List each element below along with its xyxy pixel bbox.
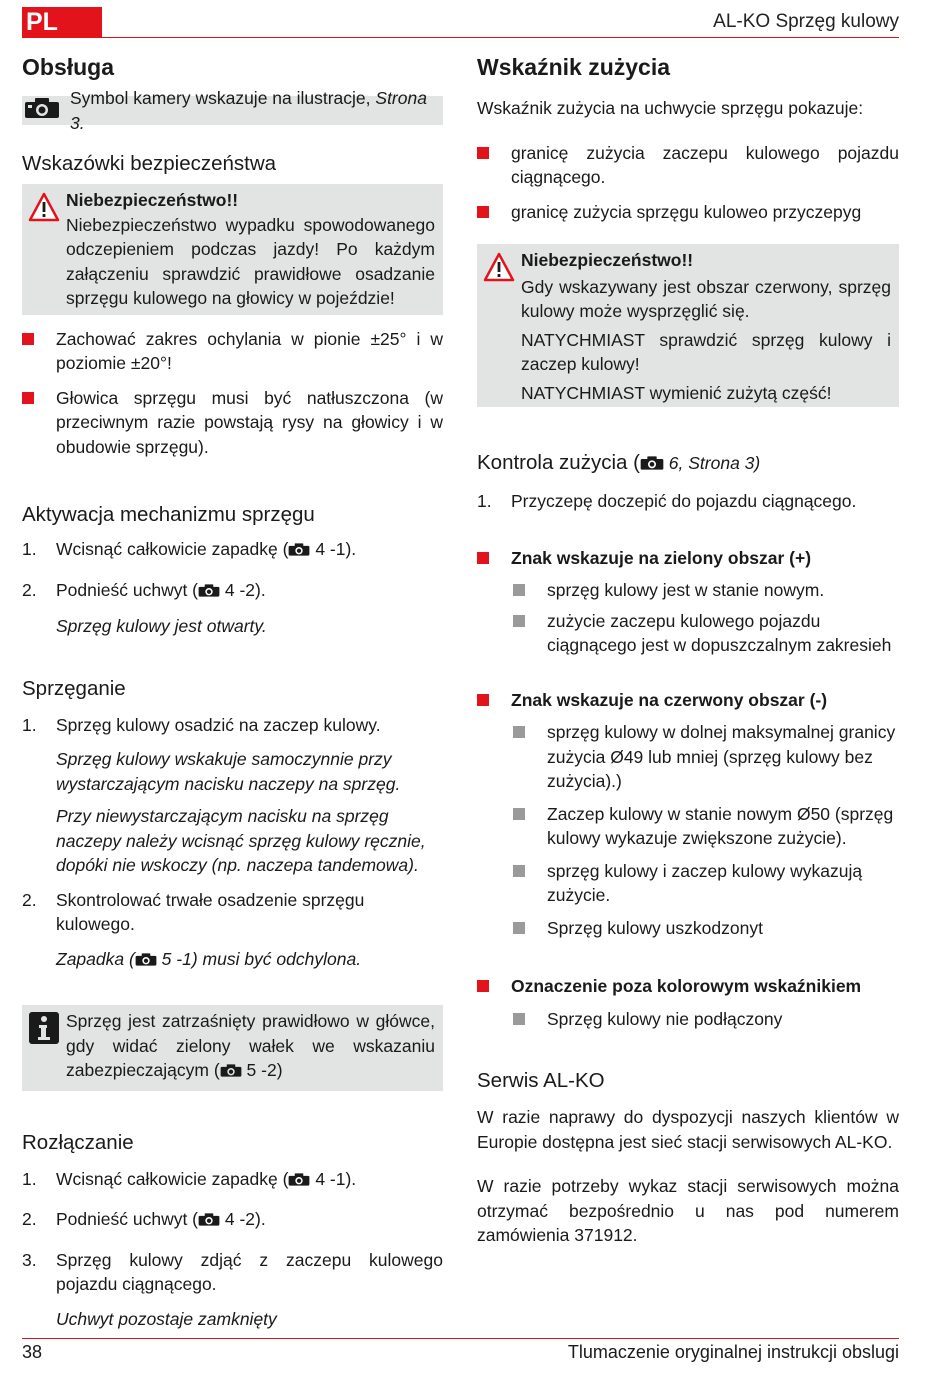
danger-line: NATYCHMIAST sprawdzić sprzęg kulowy i zaczep kulowy!	[521, 329, 891, 374]
step-note: Zapadka ( 5 -1) musi być odchylona.	[22, 947, 443, 974]
list-item: granicę zużycia zaczepu kulowego pojazdu ciągnącego.	[477, 141, 899, 190]
step-result: Uchwyt pozostaje zamknięty	[56, 1308, 277, 1329]
step: 2. Podnieść uchwyt ( 4 -2).	[22, 578, 443, 605]
document-title: AL-KO Sprzęg kulowy	[713, 11, 899, 32]
warning-triangle-icon	[22, 188, 66, 311]
step-result: Sprzęg kulowy jest otwarty.	[56, 616, 267, 636]
step: 1. Wcisnąć całkowicie zapadkę ( 4 -1).	[22, 1167, 443, 1194]
footer-text: Tlumaczenie oryginalnej instrukcji obslugi	[567, 1342, 899, 1362]
step: 2. Skontrolować trwałe osadzenie sprzęgu kulowego.	[22, 889, 365, 934]
sub-bullet-square	[513, 865, 525, 877]
list-item: Sprzęg kulowy uszkodzonyt	[513, 916, 899, 941]
step: 2. Podnieść uchwyt ( 4 -2).	[22, 1207, 443, 1234]
info-text: Sprzęg jest zatrzaśnięty prawidłowo w główce, gdy widać zielony wałek we wskazaniu zabezpieczającym (	[66, 1011, 435, 1080]
list-item: Głowica sprzęgu musi być natłuszczona (w przeciwnym razie powstają rysy na głowicy i w obudowie sprzęgu).	[22, 386, 443, 460]
list-item: Zaczep kulowy w stanie nowym Ø50 (sprzęg kulowy wykazuje zwiększone zużycie).	[513, 802, 899, 851]
service-text: W razie potrzeby wykaz stacji serwisowych można otrzymać bezpośrednio u nas pod numerem zamówienia 371912.	[477, 1176, 899, 1245]
danger-line: Gdy wskazywany jest obszar czerwony, sprzęg kulowy może wysprzęglić się.	[521, 276, 891, 321]
section-title-obsluga: Obsługa	[22, 54, 115, 80]
step: 1. Sprzęg kulowy osadzić na zaczep kulowy.	[22, 714, 381, 735]
footer-rule	[22, 1338, 899, 1339]
page-number: 38	[22, 1342, 43, 1362]
danger-box-right	[477, 244, 899, 407]
sub-bullet-square	[513, 808, 525, 820]
section-title-service: Serwis AL-KO	[477, 1069, 605, 1092]
language-badge: PL	[22, 7, 102, 38]
list-item: zużycie zaczepu kulowego pojazdu ciągnącego jest w dopuszczalnym zakresieh	[513, 609, 899, 658]
warning-triangle-icon	[477, 248, 521, 405]
indicator-group-outside: Oznaczenie poza kolorowym wskaźnikiem Sprzęg kulowy nie podłączony	[477, 974, 899, 1031]
step-note: Sprzęg kulowy wskakuje samoczynnie przy wystarczającym nacisku naczepy na sprzęg.	[56, 749, 401, 794]
section-title-coupling: Sprzęganie	[22, 676, 126, 700]
indicator-group-red: Znak wskazuje na czerwony obszar (-) sprzęg kulowy w dolnej maksymalnej granicy zużycia Ø49 lub mniej (sprzęg kulowy bez zużycia).) Zaczep kulowy w stanie nowym Ø50 (sprzęg kulowy wykazuje zwiększone zużycie). sprzęg kulowy i zaczep kulowy wykazują zużycie. Sprzęg kulowy uszkodzonyt	[477, 688, 899, 941]
list-item: Sprzęg kulowy nie podłączony	[513, 1007, 899, 1032]
camera-note-text: Symbol kamery wskazuje na ilustracje,	[70, 88, 376, 108]
bullet-square	[477, 206, 489, 218]
section-title-activation: Aktywacja mechanizmu sprzęgu	[22, 503, 315, 526]
step: 1. Przyczepę doczepić do pojazdu ciągnącego.	[477, 491, 857, 511]
service-text: W razie naprawy do dyspozycji naszych klientów w Europie dostępna jest sieć stacji serwisowych AL-KO.	[477, 1107, 899, 1152]
info-box: Sprzęg jest zatrzaśnięty prawidłowo w główce, gdy widać zielony wałek we wskazaniu zabezpieczającym ( 5 -2)	[22, 1005, 443, 1091]
danger-box-left	[22, 184, 443, 315]
sub-bullet-square	[513, 922, 525, 934]
section-title-safety: Wskazówki bezpieczeństwa	[22, 152, 277, 175]
camera-icon	[198, 580, 220, 605]
camera-icon	[288, 1169, 310, 1194]
list-item: Zachować zakres ochylania w pionie ±25° i w poziomie ±20°!	[22, 327, 443, 376]
wear-intro: Wskaźnik zużycia na uchwycie sprzęgu pokazuje:	[477, 98, 864, 118]
sub-bullet-square	[513, 615, 525, 627]
camera-icon	[640, 451, 664, 479]
list-item: granicę zużycia sprzęgu kuloweo przyczepyg	[477, 200, 899, 225]
bullet-square	[477, 980, 489, 992]
step: 1. Wcisnąć całkowicie zapadkę ( 4 -1).	[22, 537, 443, 564]
section-title-uncoupling: Rozłączanie	[22, 1130, 134, 1154]
bullet-square	[477, 552, 489, 564]
list-item: sprzęg kulowy i zaczep kulowy wykazują zużycie.	[513, 859, 899, 908]
sub-bullet-square	[513, 1013, 525, 1025]
danger-line: NATYCHMIAST wymienić zużytą część!	[521, 382, 832, 403]
section-title-control: Kontrola zużycia ( 6, Strona 3)	[477, 449, 899, 479]
bullet-square	[22, 392, 34, 404]
danger-title: Niebezpieczeństwo!!	[521, 250, 694, 270]
danger-title: Niebezpieczeństwo!!	[66, 190, 239, 210]
left-column	[22, 52, 443, 1331]
bullet-square	[477, 147, 489, 159]
right-column	[477, 52, 899, 1248]
step: 3. Sprzęg kulowy zdjąć z zaczepu kulowego pojazdu ciągnącego.	[22, 1249, 443, 1294]
bullet-square	[477, 694, 489, 706]
list-item: sprzęg kulowy jest w stanie nowym.	[513, 578, 899, 603]
camera-icon	[220, 1060, 242, 1085]
bullet-square	[22, 333, 34, 345]
danger-text: Niebezpieczeństwo wypadku spowodowanego odczepieniem podczas jazdy! Po każdym załączeniu sprawdzić prawidłowe osadzanie sprzęgu kulowego na głowicy w pojeździe!	[66, 214, 435, 308]
list-item: sprzęg kulowy w dolnej maksymalnej granicy zużycia Ø49 lub mniej (sprzęg kulowy bez zużycia).)	[513, 720, 899, 794]
camera-note-page: Strona 3.	[70, 88, 427, 133]
indicator-group-green: Znak wskazuje na zielony obszar (+) sprzęg kulowy jest w stanie nowym. zużycie zaczepu kulowego pojazdu ciągnącego jest w dopuszczalnym zakresieh	[477, 546, 899, 658]
camera-icon	[198, 1209, 220, 1234]
camera-icon	[24, 97, 60, 124]
step-note: Przy niewystarczającym nacisku na sprzęg naczepy należy wcisnąć sprzęg kulowy ręcznie, dopóki nie wskoczy (np. naczepa tandemowa).	[56, 806, 426, 875]
section-title-wear: Wskaźnik zużycia	[477, 54, 671, 80]
camera-note	[22, 88, 443, 133]
sub-bullet-square	[513, 584, 525, 596]
camera-icon	[135, 949, 157, 974]
header-rule	[22, 37, 899, 38]
sub-bullet-square	[513, 726, 525, 738]
camera-icon	[288, 539, 310, 564]
info-icon	[22, 1009, 66, 1085]
